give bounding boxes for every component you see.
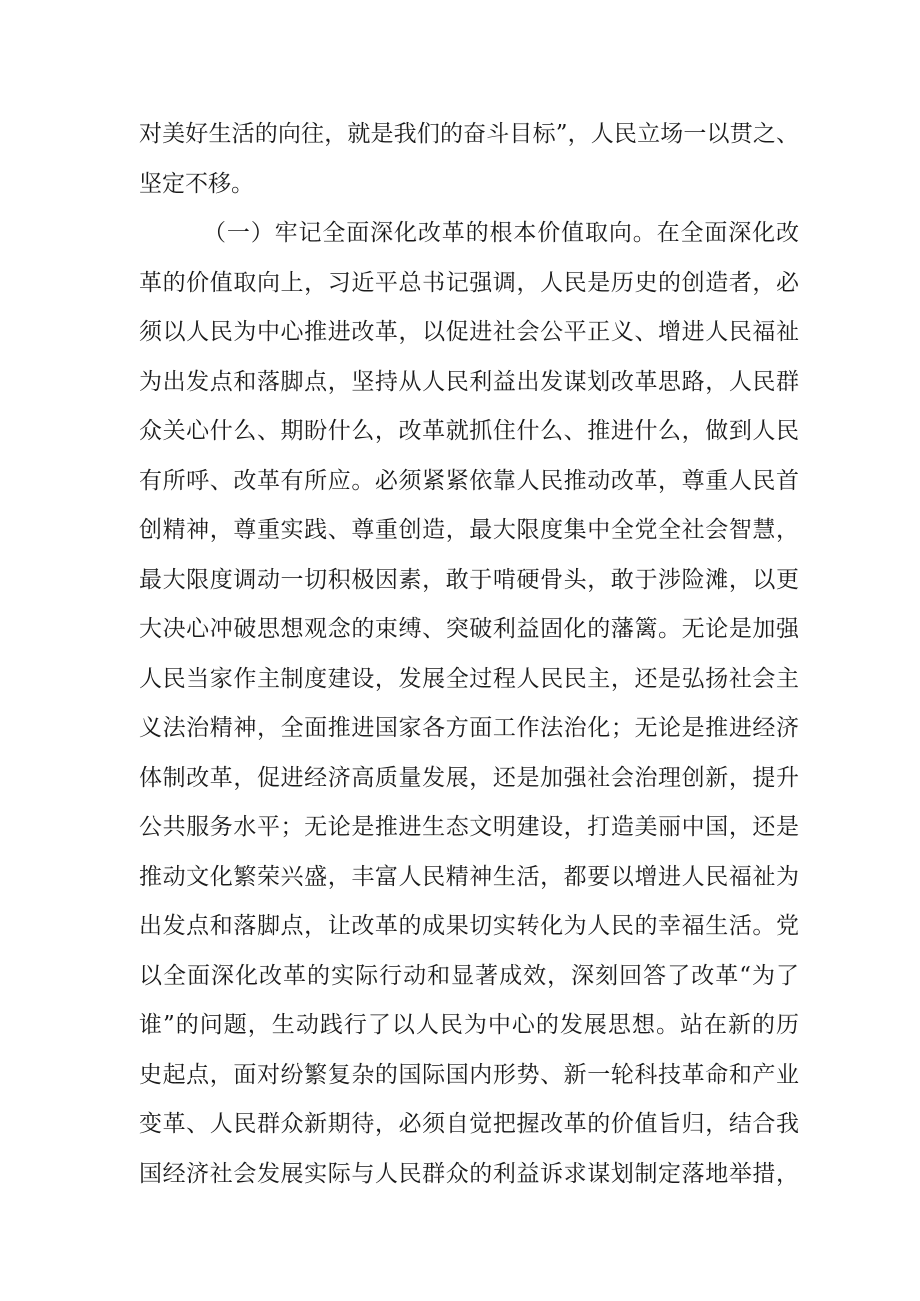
body-text — [139, 110, 799, 1249]
paragraph-line: 人民当家作主制度建设，发展全过程人民民主，还是弘扬社会主 — [139, 665, 799, 692]
paragraph-line: 须以人民为中心推进改革，以促进社会公平正义、增进人民福祉 — [139, 319, 799, 345]
section-heading-line: （一）牢记全面深化改革的根本价值取向。在全面深化改 — [203, 220, 799, 246]
paragraph-line: 为出发点和落脚点，坚持从人民利益出发谋划改革思路，人民群 — [139, 368, 799, 395]
paragraph-line: 国经济社会发展实际与人民群众的利益诉求谋划制定落地举措， — [139, 1160, 799, 1187]
paragraph-line: 出发点和落脚点，让改革的成果切实转化为人民的幸福生活。党 — [139, 913, 799, 939]
paragraph-line — [139, 1199, 799, 1249]
paragraph-line: 推动文化繁荣兴盛，丰富人民精神生活，都要以增进人民福祉为 — [139, 863, 799, 890]
paragraph-line: 变革、人民群众新期待，必须自觉把握改革的价值旨归，结合我 — [139, 1111, 799, 1137]
paragraph-line: 对美好生活的向往，就是我们的奋斗目标”，人民立场一以贯之、 — [139, 121, 799, 147]
paragraph-line: 义法治精神，全面推进国家各方面工作法治化；无论是推进经济 — [139, 715, 799, 741]
paragraph-line: 谁”的问题，生动践行了以人民为中心的发展思想。站在新的历 — [139, 1012, 799, 1038]
paragraph-line: 坚定不移。 — [139, 170, 254, 197]
paragraph-line: 革的价值取向上，习近平总书记强调，人民是历史的创造者，必 — [139, 269, 799, 296]
paragraph-line: 创精神，尊重实践、尊重创造，最大限度集中全党全社会智慧， — [139, 517, 799, 543]
paragraph-line: 大决心冲破思想观念的束缚、突破利益固化的藩篱。无论是加强 — [139, 616, 799, 642]
paragraph-line: 以全面深化改革的实际行动和显著成效，深刻回答了改革“为了 — [139, 962, 799, 989]
paragraph-line: 公共服务水平；无论是推进生态文明建设，打造美丽中国，还是 — [139, 814, 799, 840]
paragraph-line: 最大限度调动一切积极因素，敢于啃硬骨头，敢于涉险滩，以更 — [139, 566, 799, 593]
paragraph-line: 众关心什么、期盼什么，改革就抓住什么、推进什么，做到人民 — [139, 418, 799, 444]
paragraph-line: 史起点，面对纷繁复杂的国际国内形势、新一轮科技革命和产业 — [139, 1061, 799, 1088]
paragraph-line: 体制改革，促进经济高质量发展，还是加强社会治理创新，提升 — [139, 764, 799, 791]
paragraph-line: 有所呼、改革有所应。必须紧紧依靠人民推动改革，尊重人民首 — [139, 467, 799, 494]
